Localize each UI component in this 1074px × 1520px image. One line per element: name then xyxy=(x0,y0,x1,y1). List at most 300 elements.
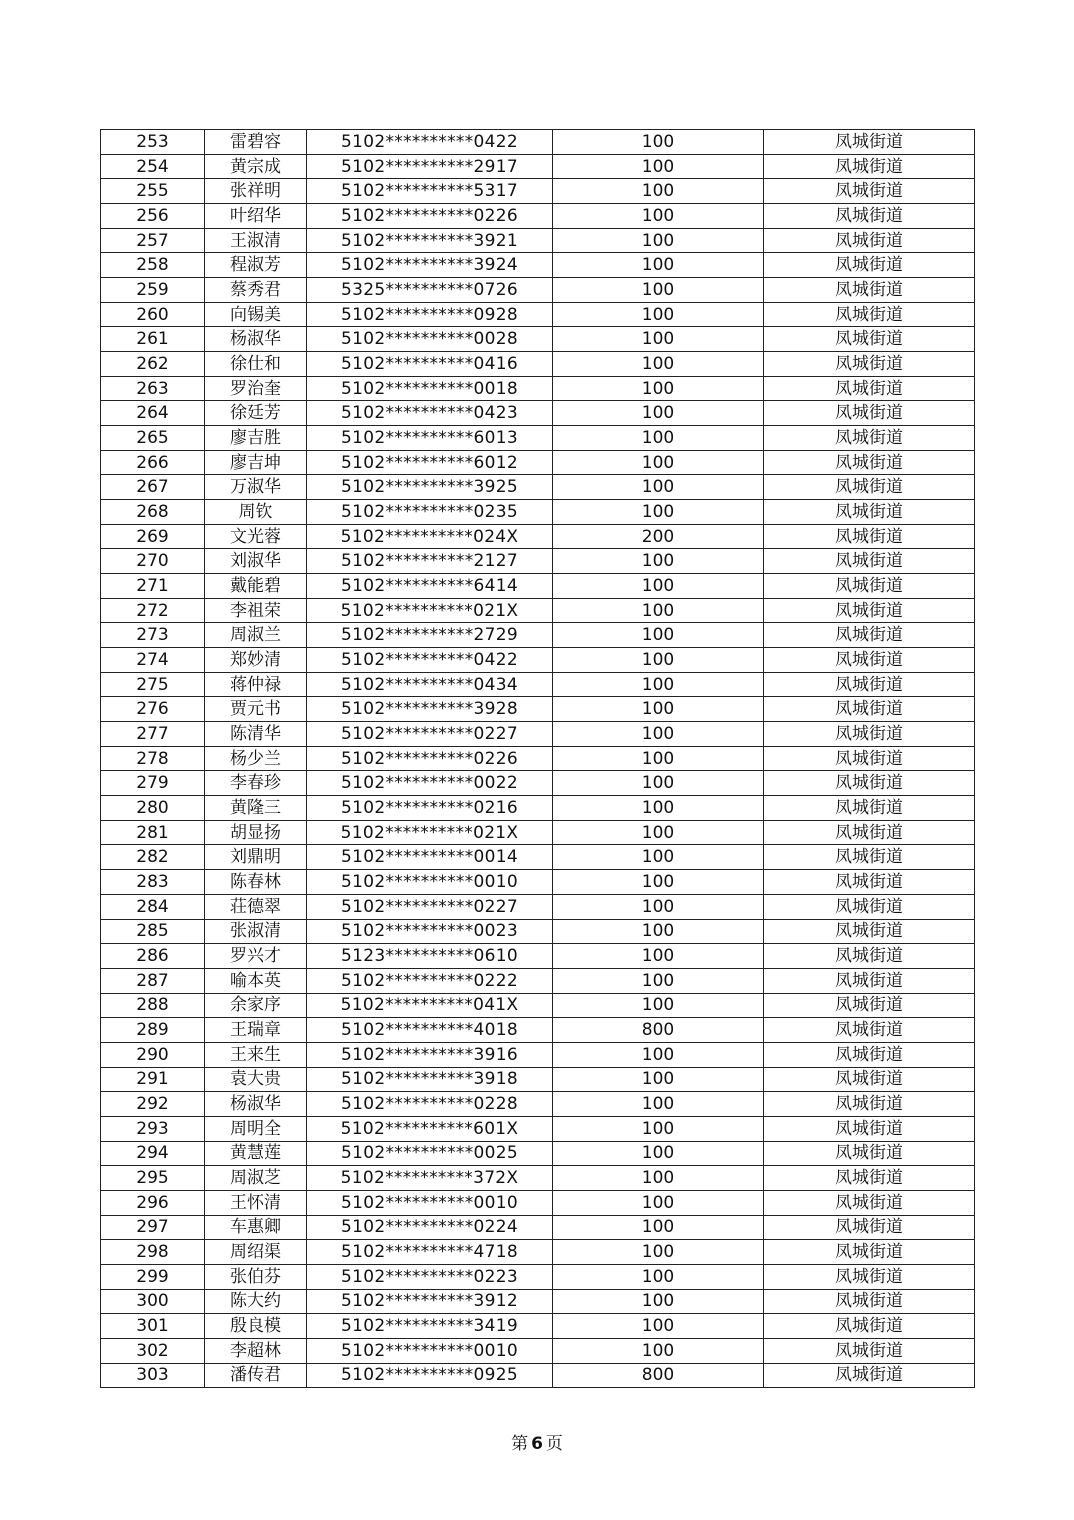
id-number-cell: 5102**********3928 xyxy=(307,697,553,722)
table-row xyxy=(101,228,975,253)
name-cell: 贾元书 xyxy=(205,697,307,722)
row-number-cell: 285 xyxy=(101,919,205,944)
row-number-cell: 267 xyxy=(101,475,205,500)
street-cell: 凤城街道 xyxy=(764,672,975,697)
street-cell: 凤城街道 xyxy=(764,1314,975,1339)
id-number-cell: 5102**********601X xyxy=(307,1116,553,1141)
record-table-body xyxy=(101,130,975,1388)
amount-cell: 100 xyxy=(553,1141,764,1166)
row-number-cell: 268 xyxy=(101,500,205,525)
row-number-cell: 262 xyxy=(101,352,205,377)
street-cell: 凤城街道 xyxy=(764,968,975,993)
amount-cell: 100 xyxy=(553,598,764,623)
row-number-cell: 287 xyxy=(101,968,205,993)
amount-cell: 100 xyxy=(553,697,764,722)
name-cell: 文光蓉 xyxy=(205,524,307,549)
table-row xyxy=(101,1018,975,1043)
name-cell: 罗治奎 xyxy=(205,376,307,401)
row-number-cell: 255 xyxy=(101,179,205,204)
row-number-cell: 276 xyxy=(101,697,205,722)
row-number-cell: 283 xyxy=(101,870,205,895)
amount-cell: 100 xyxy=(553,475,764,500)
amount-cell: 100 xyxy=(553,401,764,426)
table-row xyxy=(101,179,975,204)
id-number-cell: 5102**********0010 xyxy=(307,1338,553,1363)
id-number-cell: 5102**********0014 xyxy=(307,845,553,870)
street-cell: 凤城街道 xyxy=(764,1363,975,1388)
row-number-cell: 291 xyxy=(101,1067,205,1092)
street-cell: 凤城街道 xyxy=(764,130,975,155)
row-number-cell: 282 xyxy=(101,845,205,870)
row-number-cell: 259 xyxy=(101,278,205,303)
name-cell: 陈大约 xyxy=(205,1289,307,1314)
name-cell: 荘德翠 xyxy=(205,894,307,919)
id-number-cell: 5102**********0022 xyxy=(307,771,553,796)
amount-cell: 100 xyxy=(553,500,764,525)
street-cell: 凤城街道 xyxy=(764,154,975,179)
name-cell: 杨淑华 xyxy=(205,327,307,352)
id-number-cell: 5102**********3916 xyxy=(307,1042,553,1067)
row-number-cell: 294 xyxy=(101,1141,205,1166)
street-cell: 凤城街道 xyxy=(764,475,975,500)
id-number-cell: 5102**********3912 xyxy=(307,1289,553,1314)
id-number-cell: 5102**********6414 xyxy=(307,574,553,599)
amount-cell: 100 xyxy=(553,623,764,648)
name-cell: 周钦 xyxy=(205,500,307,525)
amount-cell: 100 xyxy=(553,1289,764,1314)
row-number-cell: 261 xyxy=(101,327,205,352)
amount-cell: 100 xyxy=(553,722,764,747)
amount-cell: 100 xyxy=(553,894,764,919)
table-row xyxy=(101,598,975,623)
street-cell: 凤城街道 xyxy=(764,944,975,969)
street-cell: 凤城街道 xyxy=(764,919,975,944)
street-cell: 凤城街道 xyxy=(764,1092,975,1117)
street-cell: 凤城街道 xyxy=(764,278,975,303)
id-number-cell: 5102**********0226 xyxy=(307,746,553,771)
street-cell: 凤城街道 xyxy=(764,648,975,673)
name-cell: 李祖荣 xyxy=(205,598,307,623)
name-cell: 黄隆三 xyxy=(205,796,307,821)
table-row xyxy=(101,1067,975,1092)
name-cell: 黄慧莲 xyxy=(205,1141,307,1166)
name-cell: 蒋仲禄 xyxy=(205,672,307,697)
name-cell: 叶绍华 xyxy=(205,204,307,229)
street-cell: 凤城街道 xyxy=(764,1264,975,1289)
table-row xyxy=(101,130,975,155)
name-cell: 王瑞章 xyxy=(205,1018,307,1043)
table-row xyxy=(101,278,975,303)
name-cell: 王来生 xyxy=(205,1042,307,1067)
table-row xyxy=(101,746,975,771)
name-cell: 徐廷芳 xyxy=(205,401,307,426)
row-number-cell: 295 xyxy=(101,1166,205,1191)
table-row xyxy=(101,672,975,697)
street-cell: 凤城街道 xyxy=(764,771,975,796)
amount-cell: 100 xyxy=(553,845,764,870)
street-cell: 凤城街道 xyxy=(764,1215,975,1240)
name-cell: 王怀清 xyxy=(205,1190,307,1215)
table-row xyxy=(101,820,975,845)
table-row xyxy=(101,894,975,919)
name-cell: 王淑清 xyxy=(205,228,307,253)
id-number-cell: 5102**********0023 xyxy=(307,919,553,944)
amount-cell: 800 xyxy=(553,1363,764,1388)
name-cell: 胡显扬 xyxy=(205,820,307,845)
id-number-cell: 5102**********0028 xyxy=(307,327,553,352)
id-number-cell: 5102**********0422 xyxy=(307,648,553,673)
row-number-cell: 288 xyxy=(101,993,205,1018)
record-table xyxy=(100,129,975,1388)
amount-cell: 100 xyxy=(553,179,764,204)
table-row xyxy=(101,154,975,179)
name-cell: 周淑芝 xyxy=(205,1166,307,1191)
table-row xyxy=(101,1289,975,1314)
id-number-cell: 5102**********4718 xyxy=(307,1240,553,1265)
street-cell: 凤城街道 xyxy=(764,302,975,327)
amount-cell: 800 xyxy=(553,1018,764,1043)
id-number-cell: 5102**********0224 xyxy=(307,1215,553,1240)
table-row xyxy=(101,1240,975,1265)
street-cell: 凤城街道 xyxy=(764,1018,975,1043)
table-row xyxy=(101,475,975,500)
amount-cell: 100 xyxy=(553,1338,764,1363)
amount-cell: 100 xyxy=(553,1264,764,1289)
id-number-cell: 5102**********2729 xyxy=(307,623,553,648)
id-number-cell: 5102**********372X xyxy=(307,1166,553,1191)
street-cell: 凤城街道 xyxy=(764,1067,975,1092)
table-row xyxy=(101,796,975,821)
street-cell: 凤城街道 xyxy=(764,1116,975,1141)
amount-cell: 100 xyxy=(553,993,764,1018)
id-number-cell: 5102**********024X xyxy=(307,524,553,549)
amount-cell: 100 xyxy=(553,1314,764,1339)
name-cell: 喻本英 xyxy=(205,968,307,993)
id-number-cell: 5102**********3918 xyxy=(307,1067,553,1092)
street-cell: 凤城街道 xyxy=(764,894,975,919)
name-cell: 殷良模 xyxy=(205,1314,307,1339)
id-number-cell: 5102**********3925 xyxy=(307,475,553,500)
id-number-cell: 5102**********0227 xyxy=(307,894,553,919)
name-cell: 周淑兰 xyxy=(205,623,307,648)
name-cell: 雷碧容 xyxy=(205,130,307,155)
table-row xyxy=(101,1092,975,1117)
street-cell: 凤城街道 xyxy=(764,722,975,747)
name-cell: 陈春林 xyxy=(205,870,307,895)
amount-cell: 100 xyxy=(553,574,764,599)
table-row xyxy=(101,302,975,327)
name-cell: 蔡秀君 xyxy=(205,278,307,303)
id-number-cell: 5102**********3921 xyxy=(307,228,553,253)
id-number-cell: 5102**********021X xyxy=(307,820,553,845)
street-cell: 凤城街道 xyxy=(764,500,975,525)
amount-cell: 100 xyxy=(553,771,764,796)
amount-cell: 100 xyxy=(553,1215,764,1240)
id-number-cell: 5102**********0925 xyxy=(307,1363,553,1388)
amount-cell: 100 xyxy=(553,796,764,821)
name-cell: 徐仕和 xyxy=(205,352,307,377)
table-row xyxy=(101,771,975,796)
id-number-cell: 5102**********6013 xyxy=(307,426,553,451)
name-cell: 程淑芳 xyxy=(205,253,307,278)
street-cell: 凤城街道 xyxy=(764,598,975,623)
street-cell: 凤城街道 xyxy=(764,820,975,845)
table-row xyxy=(101,1116,975,1141)
row-number-cell: 303 xyxy=(101,1363,205,1388)
table-row xyxy=(101,327,975,352)
street-cell: 凤城街道 xyxy=(764,376,975,401)
name-cell: 杨淑华 xyxy=(205,1092,307,1117)
row-number-cell: 263 xyxy=(101,376,205,401)
street-cell: 凤城街道 xyxy=(764,623,975,648)
amount-cell: 100 xyxy=(553,154,764,179)
name-cell: 张祥明 xyxy=(205,179,307,204)
name-cell: 廖吉坤 xyxy=(205,450,307,475)
table-row xyxy=(101,722,975,747)
row-number-cell: 284 xyxy=(101,894,205,919)
name-cell: 刘淑华 xyxy=(205,549,307,574)
street-cell: 凤城街道 xyxy=(764,1240,975,1265)
row-number-cell: 292 xyxy=(101,1092,205,1117)
table-row xyxy=(101,352,975,377)
amount-cell: 100 xyxy=(553,278,764,303)
street-cell: 凤城街道 xyxy=(764,204,975,229)
id-number-cell: 5102**********0434 xyxy=(307,672,553,697)
id-number-cell: 5102**********4018 xyxy=(307,1018,553,1043)
id-number-cell: 5102**********0423 xyxy=(307,401,553,426)
street-cell: 凤城街道 xyxy=(764,253,975,278)
row-number-cell: 269 xyxy=(101,524,205,549)
street-cell: 凤城街道 xyxy=(764,228,975,253)
id-number-cell: 5102**********0018 xyxy=(307,376,553,401)
street-cell: 凤城街道 xyxy=(764,1166,975,1191)
id-number-cell: 5102**********5317 xyxy=(307,179,553,204)
amount-cell: 100 xyxy=(553,870,764,895)
id-number-cell: 5102**********0010 xyxy=(307,1190,553,1215)
table-row xyxy=(101,1166,975,1191)
name-cell: 张淑清 xyxy=(205,919,307,944)
name-cell: 陈清华 xyxy=(205,722,307,747)
street-cell: 凤城街道 xyxy=(764,179,975,204)
amount-cell: 100 xyxy=(553,1067,764,1092)
name-cell: 万淑华 xyxy=(205,475,307,500)
table-row xyxy=(101,574,975,599)
amount-cell: 100 xyxy=(553,968,764,993)
id-number-cell: 5102**********0416 xyxy=(307,352,553,377)
id-number-cell: 5102**********0025 xyxy=(307,1141,553,1166)
row-number-cell: 253 xyxy=(101,130,205,155)
row-number-cell: 273 xyxy=(101,623,205,648)
id-number-cell: 5102**********0928 xyxy=(307,302,553,327)
table-row xyxy=(101,204,975,229)
street-cell: 凤城街道 xyxy=(764,524,975,549)
row-number-cell: 281 xyxy=(101,820,205,845)
name-cell: 黄宗成 xyxy=(205,154,307,179)
amount-cell: 100 xyxy=(553,327,764,352)
id-number-cell: 5102**********0010 xyxy=(307,870,553,895)
row-number-cell: 299 xyxy=(101,1264,205,1289)
page-number: 6 xyxy=(531,1434,543,1454)
table-row xyxy=(101,1363,975,1388)
street-cell: 凤城街道 xyxy=(764,993,975,1018)
table-row xyxy=(101,549,975,574)
name-cell: 郑妙清 xyxy=(205,648,307,673)
table-row xyxy=(101,919,975,944)
table-row xyxy=(101,1314,975,1339)
id-number-cell: 5102**********2917 xyxy=(307,154,553,179)
name-cell: 袁大贵 xyxy=(205,1067,307,1092)
amount-cell: 100 xyxy=(553,1190,764,1215)
amount-cell: 100 xyxy=(553,919,764,944)
row-number-cell: 264 xyxy=(101,401,205,426)
name-cell: 向锡美 xyxy=(205,302,307,327)
amount-cell: 100 xyxy=(553,1240,764,1265)
name-cell: 潘传君 xyxy=(205,1363,307,1388)
amount-cell: 100 xyxy=(553,450,764,475)
name-cell: 廖吉胜 xyxy=(205,426,307,451)
id-number-cell: 5102**********3419 xyxy=(307,1314,553,1339)
id-number-cell: 5325**********0726 xyxy=(307,278,553,303)
row-number-cell: 258 xyxy=(101,253,205,278)
id-number-cell: 5123**********0610 xyxy=(307,944,553,969)
table-row xyxy=(101,1141,975,1166)
row-number-cell: 256 xyxy=(101,204,205,229)
table-row xyxy=(101,623,975,648)
street-cell: 凤城街道 xyxy=(764,352,975,377)
row-number-cell: 302 xyxy=(101,1338,205,1363)
row-number-cell: 271 xyxy=(101,574,205,599)
row-number-cell: 301 xyxy=(101,1314,205,1339)
table-row xyxy=(101,968,975,993)
row-number-cell: 289 xyxy=(101,1018,205,1043)
street-cell: 凤城街道 xyxy=(764,549,975,574)
table-row xyxy=(101,648,975,673)
amount-cell: 100 xyxy=(553,672,764,697)
amount-cell: 100 xyxy=(553,1116,764,1141)
street-cell: 凤城街道 xyxy=(764,426,975,451)
name-cell: 车惠卿 xyxy=(205,1215,307,1240)
row-number-cell: 279 xyxy=(101,771,205,796)
table-row xyxy=(101,450,975,475)
street-cell: 凤城街道 xyxy=(764,1338,975,1363)
row-number-cell: 297 xyxy=(101,1215,205,1240)
name-cell: 李超林 xyxy=(205,1338,307,1363)
name-cell: 戴能碧 xyxy=(205,574,307,599)
row-number-cell: 298 xyxy=(101,1240,205,1265)
row-number-cell: 257 xyxy=(101,228,205,253)
id-number-cell: 5102**********0235 xyxy=(307,500,553,525)
table-row xyxy=(101,253,975,278)
id-number-cell: 5102**********2127 xyxy=(307,549,553,574)
street-cell: 凤城街道 xyxy=(764,746,975,771)
name-cell: 周明全 xyxy=(205,1116,307,1141)
street-cell: 凤城街道 xyxy=(764,1190,975,1215)
street-cell: 凤城街道 xyxy=(764,327,975,352)
amount-cell: 100 xyxy=(553,1092,764,1117)
id-number-cell: 5102**********3924 xyxy=(307,253,553,278)
row-number-cell: 286 xyxy=(101,944,205,969)
street-cell: 凤城街道 xyxy=(764,845,975,870)
amount-cell: 100 xyxy=(553,549,764,574)
street-cell: 凤城街道 xyxy=(764,1042,975,1067)
row-number-cell: 274 xyxy=(101,648,205,673)
amount-cell: 100 xyxy=(553,228,764,253)
street-cell: 凤城街道 xyxy=(764,1289,975,1314)
row-number-cell: 290 xyxy=(101,1042,205,1067)
id-number-cell: 5102**********021X xyxy=(307,598,553,623)
amount-cell: 100 xyxy=(553,746,764,771)
name-cell: 李春珍 xyxy=(205,771,307,796)
table-row xyxy=(101,1190,975,1215)
street-cell: 凤城街道 xyxy=(764,574,975,599)
street-cell: 凤城街道 xyxy=(764,1141,975,1166)
name-cell: 周绍渠 xyxy=(205,1240,307,1265)
id-number-cell: 5102**********0226 xyxy=(307,204,553,229)
page-label-suffix: 页 xyxy=(545,1434,563,1454)
row-number-cell: 300 xyxy=(101,1289,205,1314)
table-row xyxy=(101,1042,975,1067)
row-number-cell: 280 xyxy=(101,796,205,821)
table-row xyxy=(101,993,975,1018)
name-cell: 余家序 xyxy=(205,993,307,1018)
row-number-cell: 278 xyxy=(101,746,205,771)
street-cell: 凤城街道 xyxy=(764,401,975,426)
amount-cell: 100 xyxy=(553,376,764,401)
row-number-cell: 254 xyxy=(101,154,205,179)
row-number-cell: 277 xyxy=(101,722,205,747)
row-number-cell: 260 xyxy=(101,302,205,327)
street-cell: 凤城街道 xyxy=(764,870,975,895)
amount-cell: 100 xyxy=(553,1166,764,1191)
table-row xyxy=(101,1338,975,1363)
name-cell: 刘鼎明 xyxy=(205,845,307,870)
name-cell: 杨少兰 xyxy=(205,746,307,771)
table-row xyxy=(101,870,975,895)
amount-cell: 100 xyxy=(553,302,764,327)
table-row xyxy=(101,376,975,401)
amount-cell: 100 xyxy=(553,820,764,845)
street-cell: 凤城街道 xyxy=(764,450,975,475)
table-row xyxy=(101,944,975,969)
page-footer xyxy=(0,1429,1074,1454)
name-cell: 罗兴才 xyxy=(205,944,307,969)
row-number-cell: 293 xyxy=(101,1116,205,1141)
table-row xyxy=(101,426,975,451)
amount-cell: 100 xyxy=(553,130,764,155)
amount-cell: 100 xyxy=(553,648,764,673)
amount-cell: 100 xyxy=(553,204,764,229)
name-cell: 张伯芬 xyxy=(205,1264,307,1289)
table-row xyxy=(101,500,975,525)
table-row xyxy=(101,524,975,549)
amount-cell: 100 xyxy=(553,253,764,278)
amount-cell: 100 xyxy=(553,352,764,377)
page-label-prefix: 第 xyxy=(511,1434,529,1454)
row-number-cell: 270 xyxy=(101,549,205,574)
row-number-cell: 275 xyxy=(101,672,205,697)
id-number-cell: 5102**********6012 xyxy=(307,450,553,475)
table-row xyxy=(101,697,975,722)
street-cell: 凤城街道 xyxy=(764,697,975,722)
id-number-cell: 5102**********0223 xyxy=(307,1264,553,1289)
id-number-cell: 5102**********0227 xyxy=(307,722,553,747)
table-row xyxy=(101,1215,975,1240)
id-number-cell: 5102**********041X xyxy=(307,993,553,1018)
row-number-cell: 266 xyxy=(101,450,205,475)
id-number-cell: 5102**********0222 xyxy=(307,968,553,993)
amount-cell: 100 xyxy=(553,1042,764,1067)
id-number-cell: 5102**********0422 xyxy=(307,130,553,155)
